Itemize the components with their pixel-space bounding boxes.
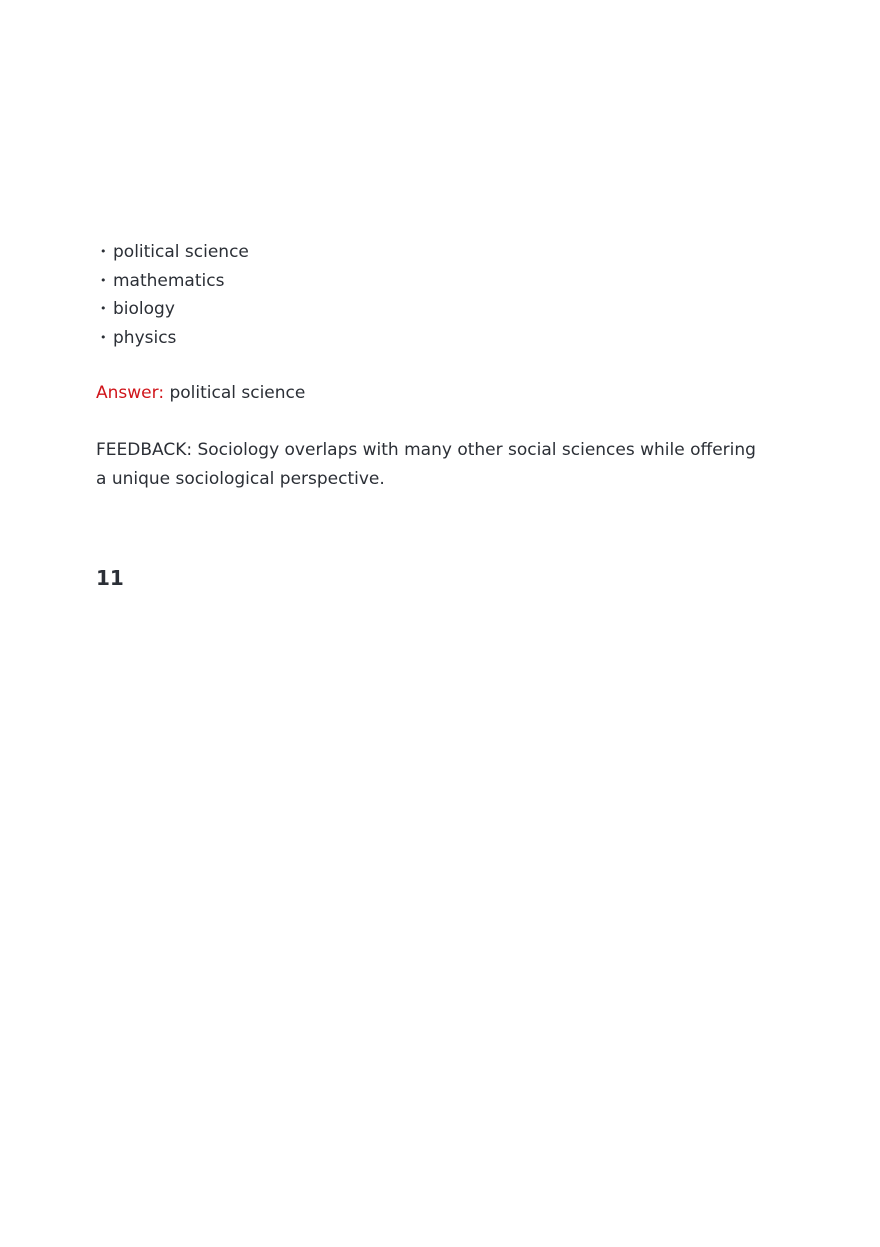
bullet-icon: • (100, 273, 107, 287)
list-item (100, 238, 249, 267)
list-item (100, 324, 249, 353)
answer-value: political science (169, 383, 306, 403)
option-text: physics (113, 328, 177, 349)
bullet-icon: • (100, 245, 107, 258)
option-text: mathematics (113, 270, 225, 291)
feedback-line-2: a unique sociological perspective. (96, 469, 385, 489)
list-item (100, 267, 249, 296)
feedback-line-1: FEEDBACK: Sociology overlaps with many other social sciences while offering (96, 440, 756, 460)
question-number: 11 (96, 566, 124, 590)
bullet-icon: • (100, 302, 107, 316)
option-text: biology (113, 299, 175, 320)
answer-label: Answer: (96, 383, 165, 403)
list-item (100, 295, 249, 324)
option-text: political science (113, 242, 249, 262)
answer-line (96, 380, 305, 406)
feedback-text (96, 436, 796, 494)
answer-options-list (100, 238, 249, 353)
bullet-icon: • (100, 331, 107, 345)
